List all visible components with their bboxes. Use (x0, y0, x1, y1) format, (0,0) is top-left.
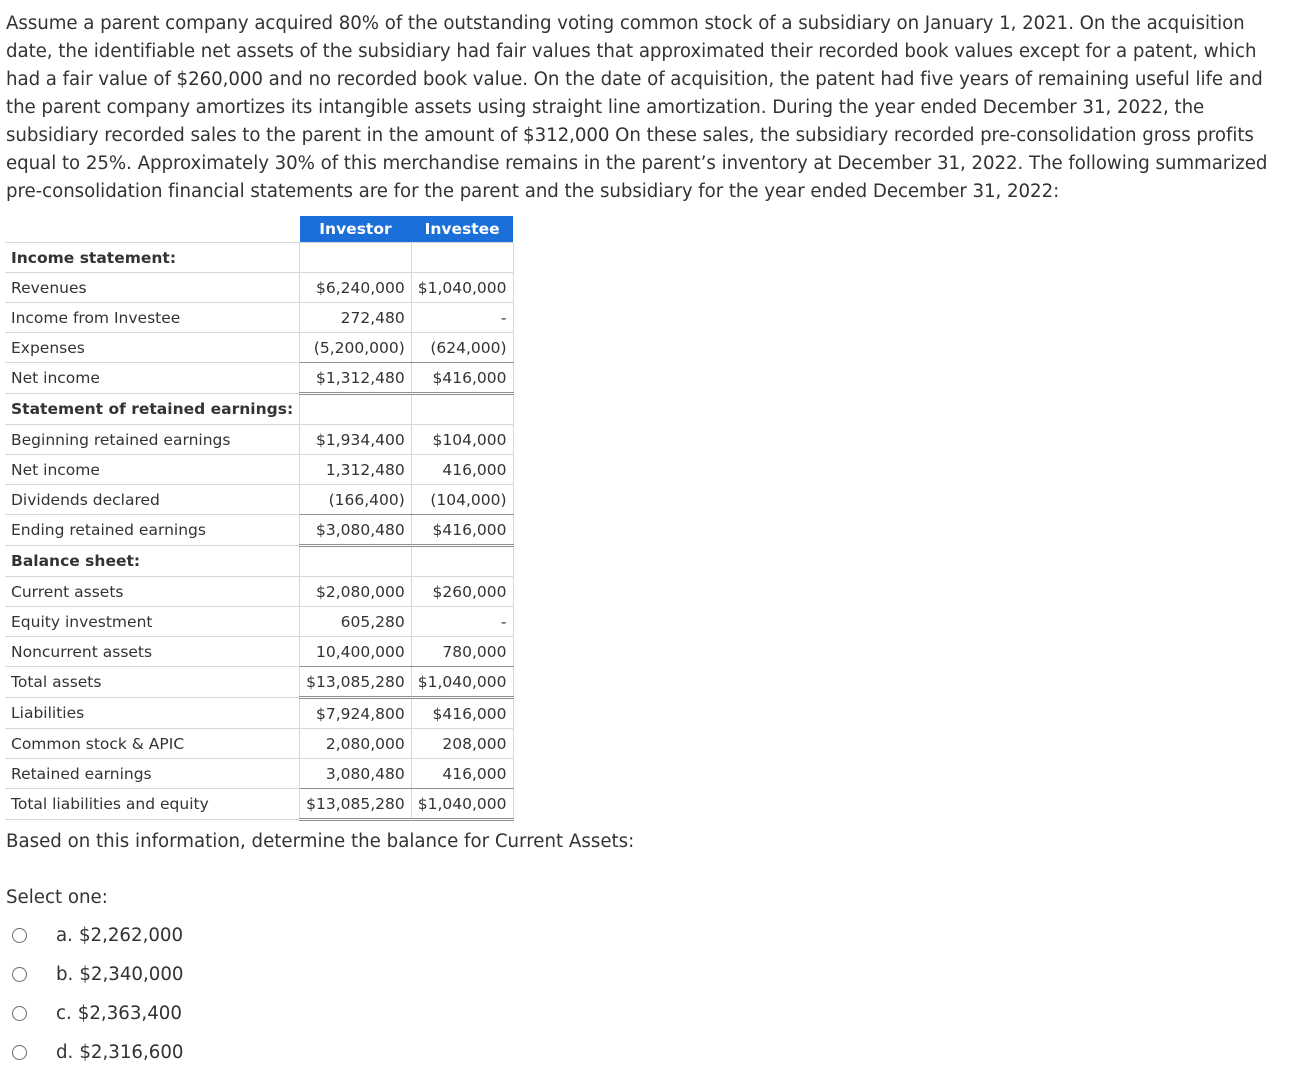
investee-value: $1,040,000 (411, 667, 513, 698)
row-label: Total assets (5, 667, 300, 698)
investor-value: $7,924,800 (300, 698, 412, 729)
row-label: Retained earnings (5, 759, 300, 789)
investee-value: 208,000 (411, 729, 513, 759)
table-row (5, 515, 513, 546)
option-a[interactable] (12, 920, 183, 950)
header-investee: Investee (411, 216, 513, 243)
table-row (5, 303, 513, 333)
table-row (5, 333, 513, 363)
table-row (5, 243, 513, 273)
radio-button[interactable] (12, 1006, 27, 1021)
row-label: Equity investment (5, 607, 300, 637)
option-text: $2,363,400 (77, 1002, 182, 1024)
investor-value: 605,280 (300, 607, 412, 637)
table-row (5, 577, 513, 607)
row-label: Statement of retained earnings: (5, 394, 300, 425)
row-label: Beginning retained earnings (5, 425, 300, 455)
row-label: Liabilities (5, 698, 300, 729)
investor-value: (5,200,000) (300, 333, 412, 363)
table-row (5, 607, 513, 637)
investor-value: $1,312,480 (300, 363, 412, 394)
table-row (5, 546, 513, 577)
investor-value (300, 546, 412, 577)
radio-button[interactable] (12, 967, 27, 982)
option-text: $2,340,000 (79, 963, 184, 985)
investor-value: $2,080,000 (300, 577, 412, 607)
investor-value: $13,085,280 (300, 667, 412, 698)
investor-value: 2,080,000 (300, 729, 412, 759)
investee-value: $416,000 (411, 363, 513, 394)
table-row (5, 455, 513, 485)
table-row (5, 759, 513, 789)
table-row (5, 667, 513, 698)
table-row (5, 789, 513, 820)
investee-value: - (411, 607, 513, 637)
row-label: Dividends declared (5, 485, 300, 515)
table-row (5, 485, 513, 515)
investor-value: 1,312,480 (300, 455, 412, 485)
investee-value (411, 243, 513, 273)
investor-value: 3,080,480 (300, 759, 412, 789)
investee-value: 416,000 (411, 455, 513, 485)
investee-value: $260,000 (411, 577, 513, 607)
row-label: Expenses (5, 333, 300, 363)
option-text: $2,316,600 (79, 1041, 184, 1063)
row-label: Balance sheet: (5, 546, 300, 577)
investee-value: 416,000 (411, 759, 513, 789)
option-c[interactable] (12, 998, 182, 1028)
row-label: Current assets (5, 577, 300, 607)
row-label: Income from Investee (5, 303, 300, 333)
table-row (5, 394, 513, 425)
option-letter: a. (56, 924, 73, 946)
row-label: Total liabilities and equity (5, 789, 300, 820)
option-letter: d. (56, 1041, 74, 1063)
investor-value: 10,400,000 (300, 637, 412, 667)
investee-value: - (411, 303, 513, 333)
row-label: Net income (5, 363, 300, 394)
prompt-text: Based on this information, determine the balance for Current Assets: (6, 831, 635, 852)
option-letter: b. (56, 963, 74, 985)
investee-value (411, 394, 513, 425)
investee-value: $416,000 (411, 698, 513, 729)
investee-value: $416,000 (411, 515, 513, 546)
investee-value: $1,040,000 (411, 273, 513, 303)
row-label: Common stock & APIC (5, 729, 300, 759)
row-label: Revenues (5, 273, 300, 303)
row-label: Noncurrent assets (5, 637, 300, 667)
investor-value: 272,480 (300, 303, 412, 333)
row-label: Ending retained earnings (5, 515, 300, 546)
investee-value: (104,000) (411, 485, 513, 515)
question-text: Assume a parent company acquired 80% of the outstanding voting common stock of a subsidiary on January 1, 2021. On the acquisition date, the identifiable net assets of the subsidiary had fair values that approximated their recorded book values except for a patent, which had a fair value of $260,000 and no recorded book value. On the date of acquisition, the patent had five years of remaining useful life and the parent company amortizes its intangible assets using straight line amortization. During the year ended December 31, 2022, the subsidiary recorded sales to the parent in the amount of $312,000 On these sales, the subsidiary recorded pre-consolidation gross profits equal to 25%. Approximately 30% of this merchandise remains in the parent’s inventory at December 31, 2022. The following summarized pre-consolidation financial statements are for the parent and the subsidiary for the year ended December 31, 2022: (6, 13, 1268, 202)
investee-value: 780,000 (411, 637, 513, 667)
investee-value: (624,000) (411, 333, 513, 363)
investor-value (300, 394, 412, 425)
row-label: Net income (5, 455, 300, 485)
investee-value: $1,040,000 (411, 789, 513, 820)
table-row (5, 273, 513, 303)
option-d[interactable] (12, 1037, 183, 1067)
investor-value: $1,934,400 (300, 425, 412, 455)
investee-value (411, 546, 513, 577)
radio-button[interactable] (12, 1045, 27, 1060)
table-row (5, 425, 513, 455)
option-letter: c. (56, 1002, 72, 1024)
investor-value: $3,080,480 (300, 515, 412, 546)
investor-value: $13,085,280 (300, 789, 412, 820)
row-label: Income statement: (5, 243, 300, 273)
investor-value: (166,400) (300, 485, 412, 515)
investor-value (300, 243, 412, 273)
select-one-label: Select one: (6, 887, 108, 908)
financial-statements-table (5, 216, 514, 821)
table-row (5, 698, 513, 729)
option-b[interactable] (12, 959, 183, 989)
header-blank (5, 216, 300, 243)
investee-value: $104,000 (411, 425, 513, 455)
table-row (5, 729, 513, 759)
table-row (5, 363, 513, 394)
radio-button[interactable] (12, 928, 27, 943)
header-investor: Investor (300, 216, 412, 243)
table-row (5, 637, 513, 667)
option-text: $2,262,000 (78, 924, 184, 946)
investor-value: $6,240,000 (300, 273, 412, 303)
